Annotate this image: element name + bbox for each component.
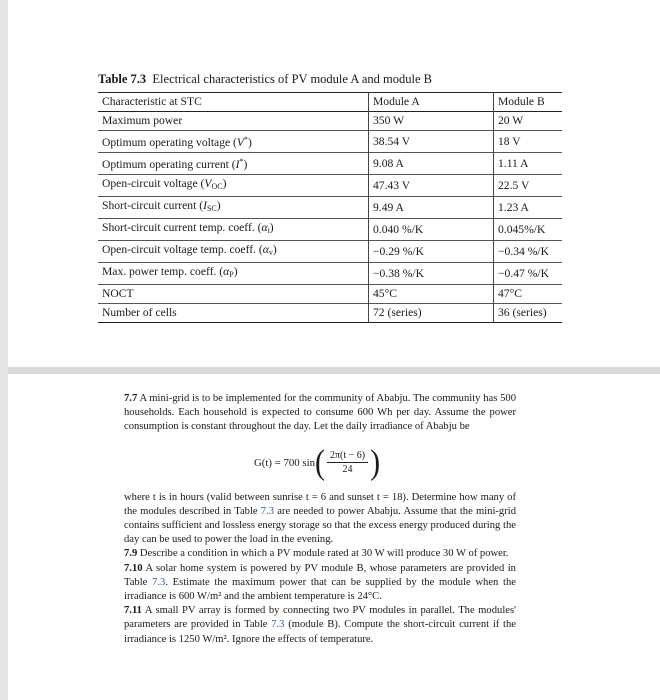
formula-numerator: 2π(t − 6) [327, 449, 368, 463]
row-label: Optimum operating current (I*) [102, 157, 248, 171]
row-value-b: 1.23 A [494, 197, 563, 219]
formula-denominator: 24 [342, 464, 353, 476]
row-value-b: 0.045%/K [494, 219, 563, 241]
row-value-a: 72 (series) [369, 304, 494, 323]
row-value-a: 350 W [369, 112, 494, 131]
problem-number: 7.11 [124, 605, 142, 617]
row-value-b: 18 V [494, 131, 563, 153]
pv-characteristics-table [98, 92, 562, 323]
problem-number: 7.10 [124, 562, 143, 574]
row-value-b: 47°C [494, 285, 563, 304]
row-label: Open-circuit voltage temp. coeff. $(\alpha_v)$ [102, 243, 277, 257]
formula-lhs: G(t) = 700 sin [254, 456, 315, 469]
table-row [98, 263, 562, 285]
table-row [98, 241, 562, 263]
table-caption [98, 72, 432, 87]
row-value-a: 47.43 V [369, 175, 494, 197]
row-value-a: −0.38 %/K [369, 263, 494, 285]
irradiance-formula [254, 439, 516, 487]
table-row [98, 175, 562, 197]
problem-7-7-continued: where t is in hours (valid between sunrise t = 6 and sunset t = 18). Determine how many of the modules described in Table 7.3 are needed to power Ababju. Assume that the mini-grid contains sufficient and lossless energy storage so that the excess energy produced during the day can be used to power the load in the evening. [124, 491, 517, 546]
table-row [98, 131, 562, 153]
row-value-b: 36 (series) [494, 304, 563, 323]
problem-number: 7.9 [124, 548, 138, 560]
row-value-a: 9.49 A [369, 197, 494, 219]
header-module-a: Module A [369, 93, 494, 112]
row-label: Short-circuit current $(I_{SC})$ [102, 199, 221, 213]
right-paren: ) [370, 443, 381, 482]
row-label: Open-circuit voltage $(V_{OC})$ [102, 177, 227, 191]
row-label: Maximum power [102, 114, 183, 127]
table-row [98, 112, 562, 131]
table-row [98, 153, 562, 175]
problem-7-7 [124, 392, 516, 435]
row-value-b: 20 W [494, 112, 563, 131]
table-row [98, 219, 562, 241]
table-header-row [98, 93, 562, 112]
table-reference-link[interactable]: 7.3 [152, 576, 166, 588]
row-label: Number of cells [102, 306, 177, 319]
problem-text: A mini-grid is to be implemented for the community of Ababju. The community has 500 households. Each household is expected to consume 600 Wh per day. Assume the power consumption is constant throughout the day. Let the daily irradiance of Ababju be [124, 393, 516, 433]
table-reference-link[interactable]: 7.3 [271, 619, 285, 631]
row-value-a: 0.040 %/K [369, 219, 494, 241]
exercise-problems [124, 392, 516, 647]
row-label: NOCT [102, 287, 134, 300]
table-title: Electrical characteristics of PV module A and module B [152, 72, 432, 86]
row-value-a: 9.08 A [369, 153, 494, 175]
row-value-a: −0.29 %/K [369, 241, 494, 263]
problem-7-9 [124, 547, 516, 561]
problem-7-11: 7.11 A small PV array is formed by connecting two PV modules in parallel. The modules' parameters are provided in Table 7.3 (module B). Compute the short-circuit current if the irradiance is 1250 W/m². Ignore the effects of temperature. [124, 605, 516, 645]
row-value-a: 45°C [369, 285, 494, 304]
row-value-a: 38.54 V [369, 131, 494, 153]
row-value-b: −0.34 %/K [494, 241, 563, 263]
header-characteristic: Characteristic at STC [102, 95, 202, 108]
problem-7-10: 7.10 A solar home system is powered by PV module B, whose parameters are provided in Table 7.3. Estimate the maximum power that can be supplied by the module when the irradiance is 600 W/m² and the ambient temperature is 24°C. [124, 562, 516, 603]
table-row [98, 304, 562, 323]
table-reference-link[interactable]: 7.3 [260, 505, 275, 517]
row-value-b: 22.5 V [494, 175, 563, 197]
page-left-margin [0, 0, 8, 700]
row-label: Max. power temp. coeff. $(\alpha_P)$ [102, 265, 238, 279]
row-value-b: −0.47 %/K [494, 263, 563, 285]
row-label: Optimum operating voltage (V*) [102, 135, 252, 149]
row-value-b: 1.11 A [494, 153, 563, 175]
header-module-b: Module B [494, 93, 563, 112]
table-row [98, 285, 562, 304]
formula-fraction [327, 449, 368, 476]
row-label: Short-circuit current temp. coeff. $(\alpha_i)$ [102, 221, 274, 235]
problem-text: Describe a condition in which a PV module rated at 30 W will produce 30 W of power. [139, 548, 509, 560]
problem-number: 7.7 [124, 393, 138, 404]
left-paren: ( [314, 443, 325, 482]
table-number: Table 7.3 [98, 72, 147, 86]
table-row [98, 197, 562, 219]
